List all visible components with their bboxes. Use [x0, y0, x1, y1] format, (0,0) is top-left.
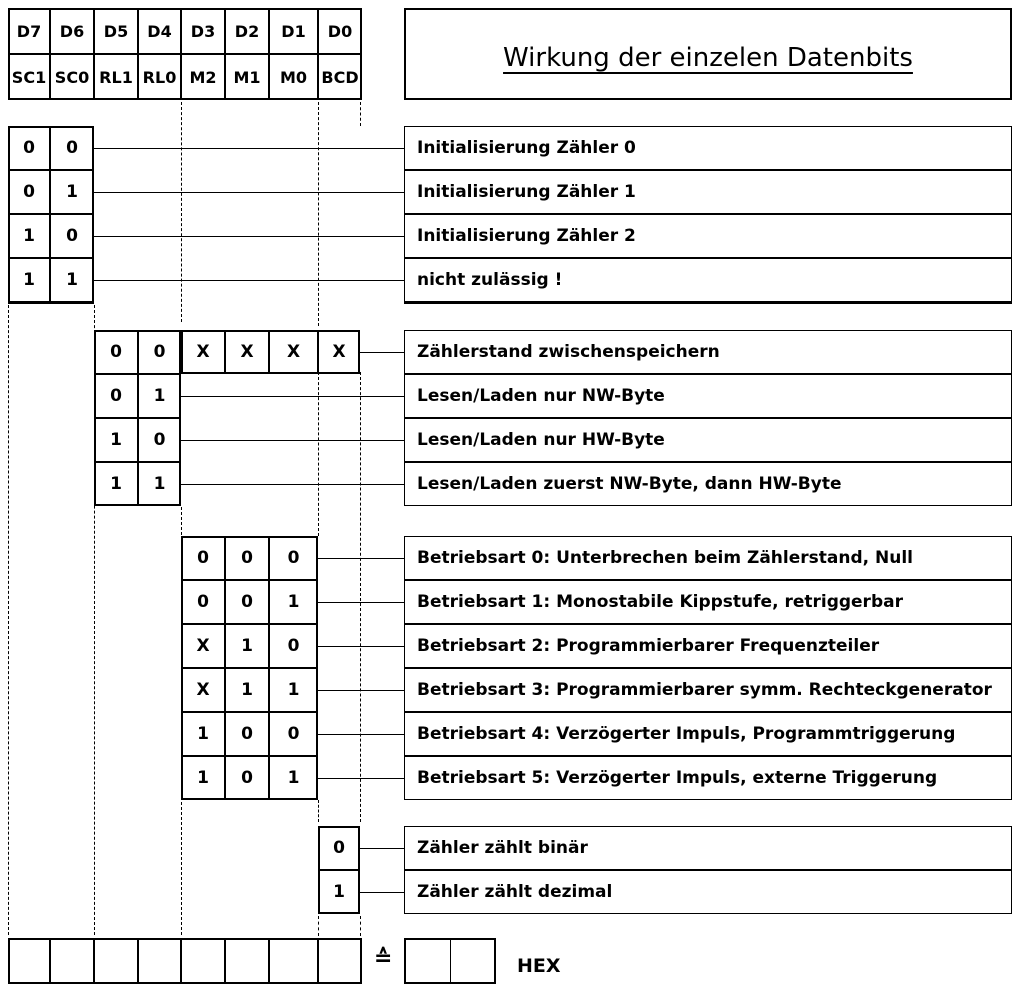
m1-value: 0 — [225, 580, 269, 624]
dont-care-cell: X — [269, 330, 318, 374]
rl-connector — [181, 396, 404, 397]
mode-description: Betriebsart 2: Programmierbarer Frequenzteiler — [404, 624, 1012, 668]
guide-line-d1-bottom — [318, 800, 319, 822]
bit-label: D3 — [181, 8, 225, 54]
bit-label: D5 — [94, 8, 138, 54]
bit-name: BCD — [318, 54, 362, 100]
m2-value: 1 — [181, 756, 225, 800]
footer-frame — [8, 938, 362, 984]
rl-description: Lesen/Laden zuerst NW-Byte, dann HW-Byte — [404, 462, 1012, 506]
guide-line-d4 — [181, 102, 182, 322]
bit-name: M0 — [269, 54, 318, 100]
sc-connector — [94, 236, 404, 237]
m0-value: 1 — [269, 668, 318, 712]
sc-description: Initialisierung Zähler 2 — [404, 214, 1012, 258]
bcd-description: Zähler zählt binär — [404, 826, 1012, 870]
m0-value: 1 — [269, 756, 318, 800]
sc0-value: 1 — [50, 170, 94, 214]
bit-name: RL1 — [94, 54, 138, 100]
bcd-connector — [360, 848, 404, 849]
m2-value: X — [181, 668, 225, 712]
mode-description: Betriebsart 1: Monostabile Kippstufe, retriggerbar — [404, 580, 1012, 624]
bcd-description: Zähler zählt dezimal — [404, 870, 1012, 914]
bit-name: M1 — [225, 54, 269, 100]
mode-description: Betriebsart 5: Verzögerter Impuls, externe Triggerung — [404, 756, 1012, 800]
m1-value: 1 — [225, 624, 269, 668]
sc1-value: 1 — [8, 214, 50, 258]
m2-value: 0 — [181, 580, 225, 624]
m2-value: X — [181, 624, 225, 668]
sc-description: Initialisierung Zähler 0 — [404, 126, 1012, 170]
bit-name: RL0 — [138, 54, 181, 100]
rl0-value: 1 — [138, 462, 181, 506]
guide-line-d7 — [8, 305, 9, 935]
m0-value: 0 — [269, 624, 318, 668]
m1-value: 0 — [225, 712, 269, 756]
m2-value: 1 — [181, 712, 225, 756]
m1-value: 1 — [225, 668, 269, 712]
bit-name: M2 — [181, 54, 225, 100]
m-connector — [318, 734, 404, 735]
bit-label: D2 — [225, 8, 269, 54]
m-connector — [318, 602, 404, 603]
hex-label: HEX — [517, 955, 561, 977]
rl1-value: 0 — [94, 330, 138, 374]
equivalent-symbol: ≙ — [374, 946, 393, 971]
guide-line-d0 — [360, 102, 361, 126]
dont-care-cell: X — [225, 330, 269, 374]
m1-value: 0 — [225, 536, 269, 580]
rl-description: Lesen/Laden nur NW-Byte — [404, 374, 1012, 418]
sc-connector — [94, 280, 404, 281]
sc1-value: 0 — [8, 170, 50, 214]
m-connector — [318, 558, 404, 559]
sc0-value: 0 — [50, 126, 94, 170]
rl-connector — [181, 440, 404, 441]
sc0-value: 1 — [50, 258, 94, 302]
header-frame — [8, 8, 362, 100]
x-cells-frame — [181, 330, 360, 374]
rl0-value: 0 — [138, 418, 181, 462]
rl0-value: 1 — [138, 374, 181, 418]
dont-care-cell: X — [318, 330, 360, 374]
bcd-value-frame — [318, 826, 360, 914]
sc-description: nicht zulässig ! — [404, 258, 1012, 302]
rl-connector — [181, 484, 404, 485]
rl0-value: 0 — [138, 330, 181, 374]
bcd-connector — [360, 892, 404, 893]
rl1-value: 1 — [94, 418, 138, 462]
rl-connector — [360, 352, 404, 353]
sc-connector — [94, 148, 404, 149]
bit-label: D0 — [318, 8, 362, 54]
rl-description: Zählerstand zwischenspeichern — [404, 330, 1012, 374]
bit-label: D4 — [138, 8, 181, 54]
sc-value-frame — [8, 126, 94, 304]
m-connector — [318, 778, 404, 779]
m-value-frame — [181, 536, 318, 800]
guide-line-d1 — [318, 102, 319, 326]
rl1-value: 0 — [94, 374, 138, 418]
sc1-value: 0 — [8, 126, 50, 170]
guide-line-d0-foot — [360, 916, 361, 936]
bcd-value: 0 — [318, 826, 360, 870]
hex-divider — [450, 938, 451, 984]
mode-description: Betriebsart 4: Verzögerter Impuls, Programmtriggerung — [404, 712, 1012, 756]
diagram-title: Wirkung der einzelen Datenbits — [503, 43, 913, 73]
bit-name: SC1 — [8, 54, 50, 100]
sc-description: Initialisierung Zähler 1 — [404, 170, 1012, 214]
m1-value: 0 — [225, 756, 269, 800]
sc0-value: 0 — [50, 214, 94, 258]
sc-connector — [94, 192, 404, 193]
bit-name: SC0 — [50, 54, 94, 100]
rl-value-frame — [94, 330, 181, 506]
mode-description: Betriebsart 0: Unterbrechen beim Zählerstand, Null — [404, 536, 1012, 580]
mode-description: Betriebsart 3: Programmierbarer symm. Rechteckgenerator — [404, 668, 1012, 712]
m0-value: 0 — [269, 712, 318, 756]
bcd-value: 1 — [318, 870, 360, 914]
m0-value: 0 — [269, 536, 318, 580]
guide-line-d1-foot — [318, 916, 319, 936]
m2-value: 0 — [181, 536, 225, 580]
bit-label: D7 — [8, 8, 50, 54]
m-connector — [318, 646, 404, 647]
m-connector — [318, 690, 404, 691]
m0-value: 1 — [269, 580, 318, 624]
rl1-value: 1 — [94, 462, 138, 506]
bit-label: D6 — [50, 8, 94, 54]
rl-description: Lesen/Laden nur HW-Byte — [404, 418, 1012, 462]
sc1-value: 1 — [8, 258, 50, 302]
dont-care-cell: X — [181, 330, 225, 374]
bit-label: D1 — [269, 8, 318, 54]
